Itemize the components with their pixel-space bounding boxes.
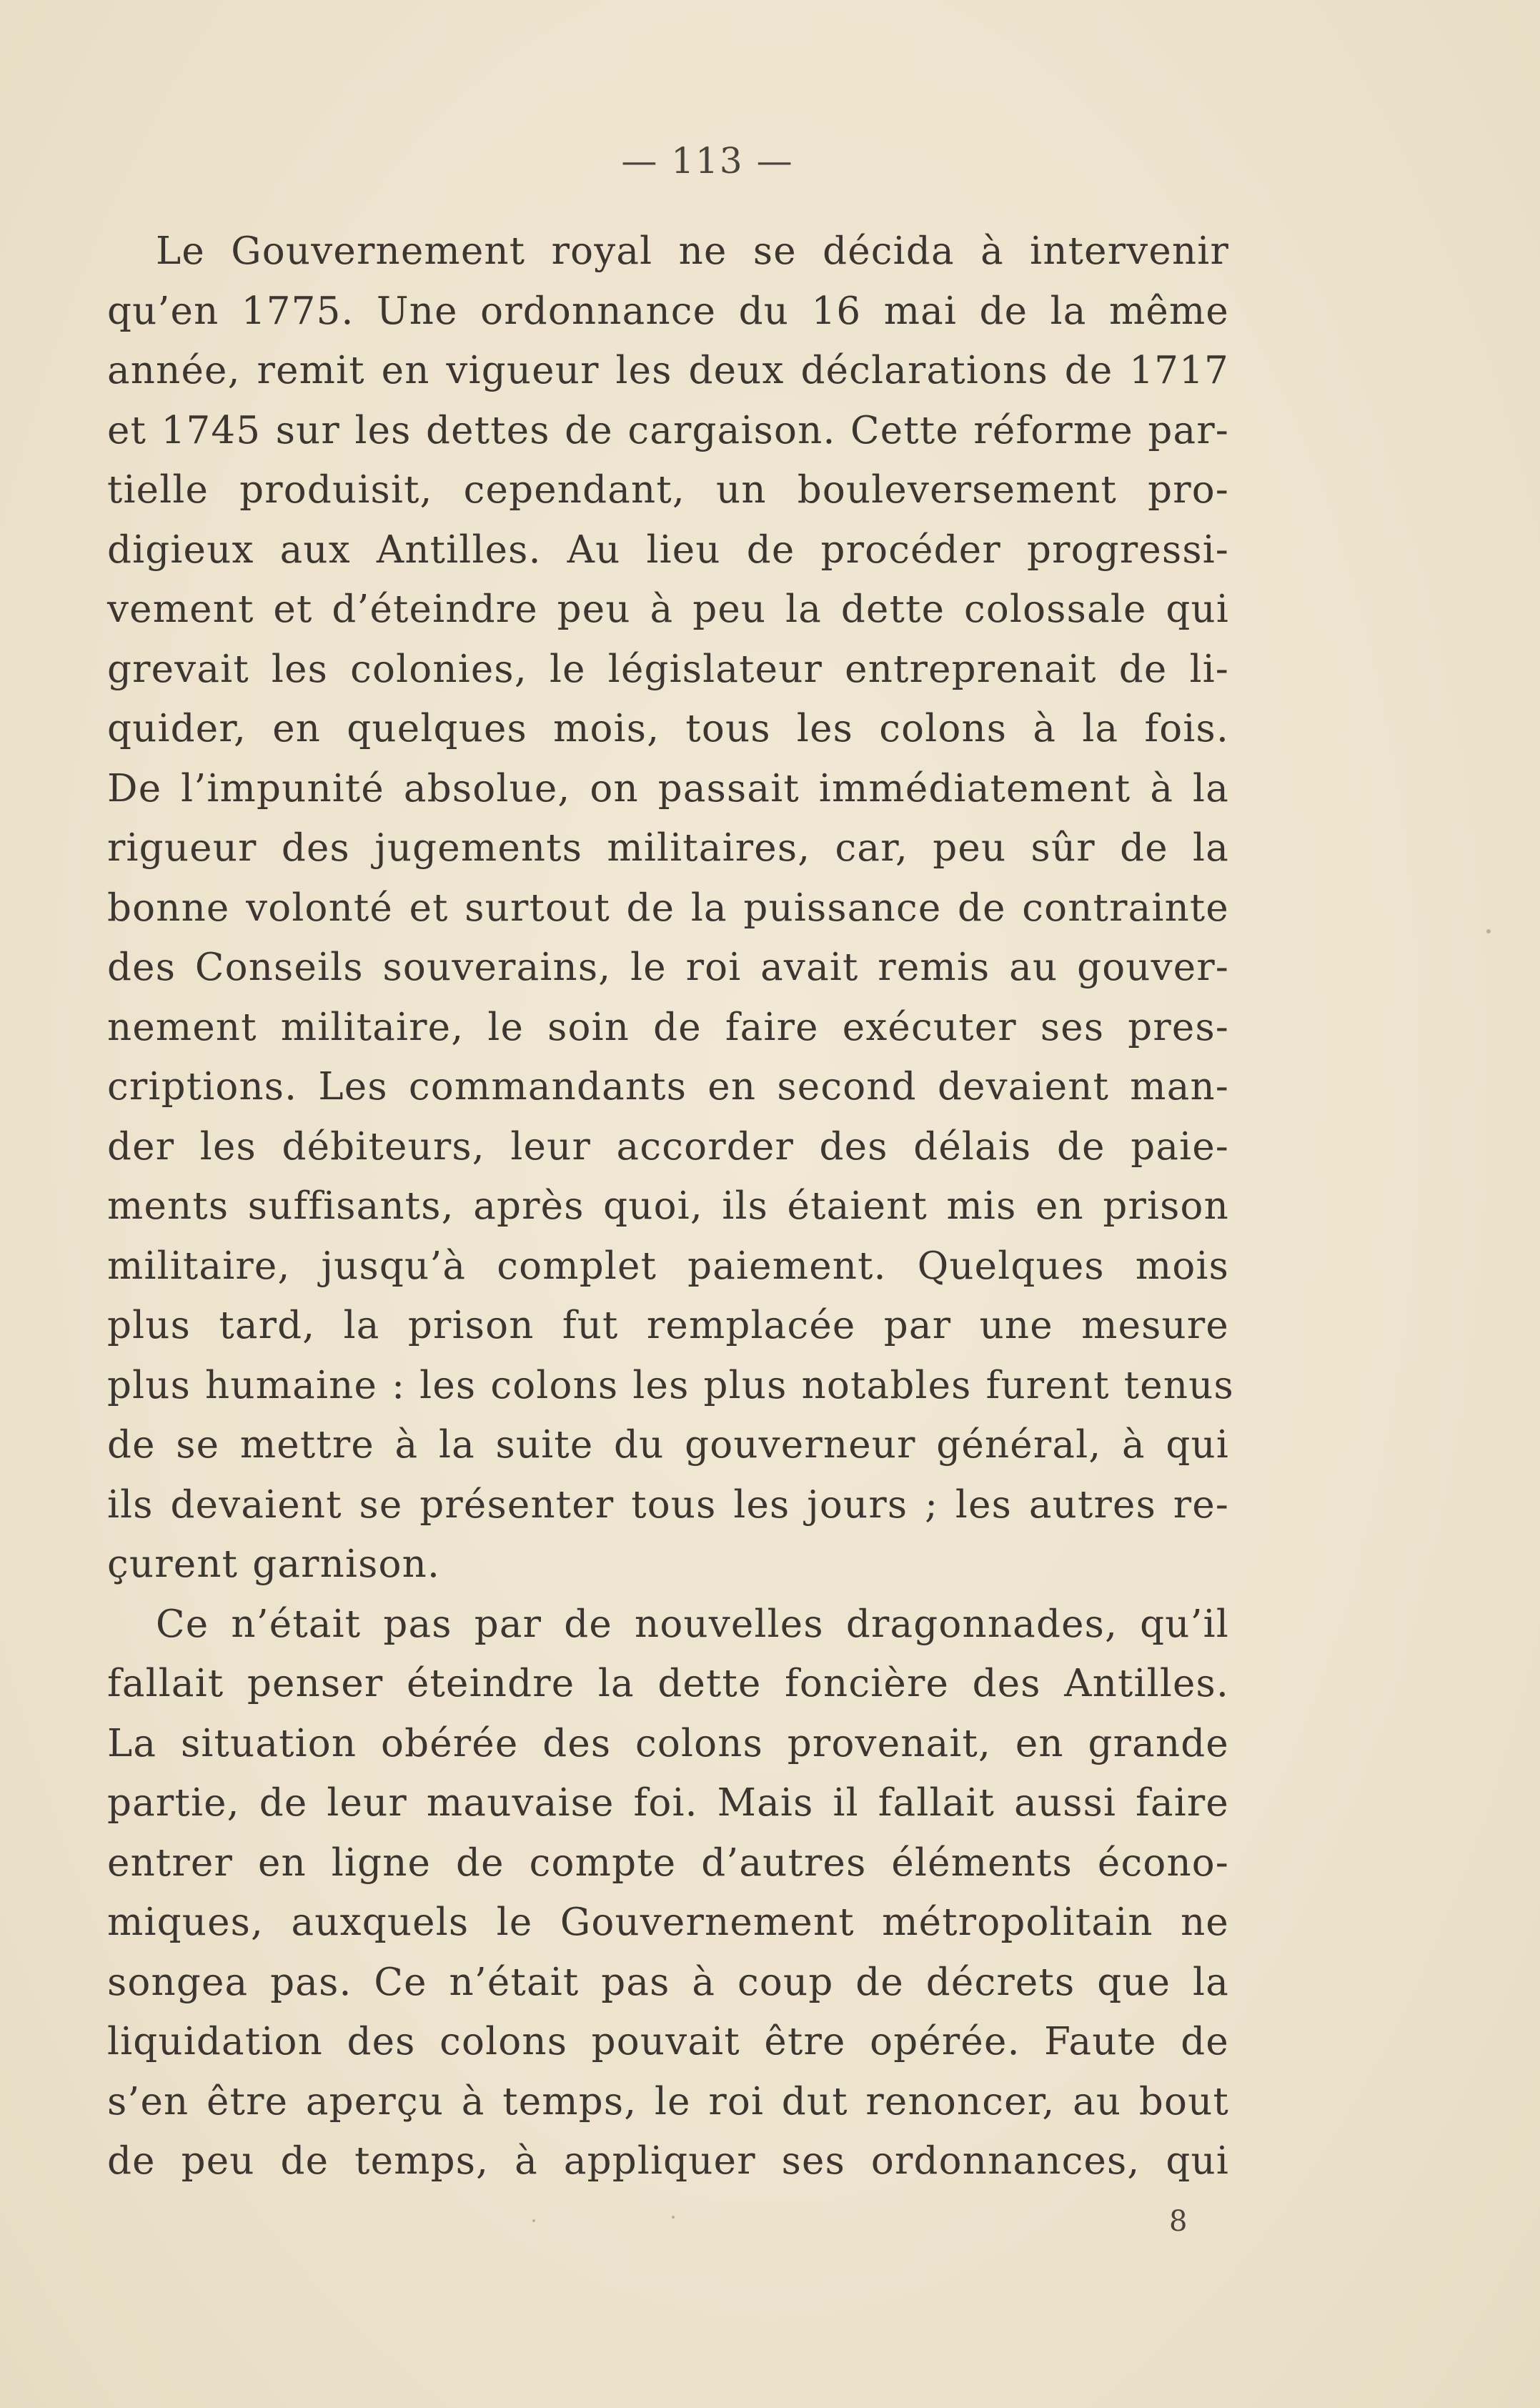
text-line: miques, auxquels le Gouvernement métropolitain ne (107, 1901, 1229, 1944)
text-line: année, remit en vigueur les deux déclarations de 1717 (107, 349, 1229, 392)
page-number: — 113 — (621, 140, 794, 182)
text-line: s’en être aperçu à temps, le roi dut renoncer, au bout (107, 2079, 1229, 2124)
text-line: liquidation des colons pouvait être opérée. Faute de (107, 2020, 1229, 2063)
text-line: grevait les colonies, le législateur entreprenait de li- (107, 647, 1229, 691)
text-line: entrer en ligne de compte d’autres éléments écono- (107, 1840, 1229, 1885)
text-line: partie, de leur mauvaise foi. Mais il fallait aussi faire (107, 1781, 1229, 1825)
text-line: Ce n’était pas par de nouvelles dragonnades, qu’il (156, 1602, 1229, 1646)
text-line: fallait penser éteindre la dette foncière des Antilles. (107, 1662, 1229, 1705)
text-line: des Conseils souverains, le roi avait remis au gouver- (107, 946, 1229, 989)
body-text (107, 222, 1234, 2191)
paper-speck (672, 2216, 675, 2219)
signature-mark: 8 (1169, 2205, 1188, 2238)
text-line: militaire, jusqu’à complet paiement. Quelques mois (107, 1244, 1229, 1288)
text-line: De l’impunité absolue, on passait immédiatement à la (107, 766, 1229, 811)
paper-speck (532, 2219, 535, 2222)
text-line: nement militaire, le soin de faire exécuter ses pres- (107, 1005, 1229, 1049)
text-line: Le Gouvernement royal ne se décida à intervenir (156, 229, 1229, 273)
text-line: criptions. Les commandants en second devaient man- (107, 1065, 1229, 1109)
text-line: rigueur des jugements militaires, car, peu sûr de la (107, 826, 1229, 870)
text-line: ils devaient se présenter tous les jours ; les autres re- (107, 1482, 1229, 1527)
text-line: digieux aux Antilles. Au lieu de procéder progressi- (107, 527, 1229, 572)
text-line: de peu de temps, à appliquer ses ordonnances, qui (107, 2139, 1229, 2183)
text-line: de se mettre à la suite du gouverneur général, à qui (107, 1423, 1229, 1467)
text-line: quider, en quelques mois, tous les colons à la fois. (107, 707, 1229, 750)
text-line: qu’en 1775. Une ordonnance du 16 mai de la même (107, 289, 1229, 333)
text-line: vement et d’éteindre peu à peu la dette colossale qui (107, 588, 1229, 631)
text-line: plus humaine : les colons les plus notables furent tenus (107, 1363, 1234, 1407)
text-line: çurent garnison. (107, 1542, 441, 1586)
text-line: et 1745 sur les dettes de cargaison. Cette réforme par- (107, 408, 1229, 452)
text-line: bonne volonté et surtout de la puissance de contrainte (107, 886, 1229, 930)
text-line: plus tard, la prison fut remplacée par une mesure (107, 1304, 1229, 1347)
text-line: songea pas. Ce n’était pas à coup de décrets que la (107, 1960, 1229, 2004)
text-line: der les débiteurs, leur accorder des délais de paie- (107, 1124, 1229, 1169)
text-line: ments suffisants, après quoi, ils étaient mis en prison (107, 1184, 1229, 1228)
text-line: La situation obérée des colons provenait, en grande (107, 1721, 1229, 1765)
text-line: tielle produisit, cependant, un bouleversement pro- (107, 468, 1229, 512)
paper-speck (1486, 929, 1491, 933)
